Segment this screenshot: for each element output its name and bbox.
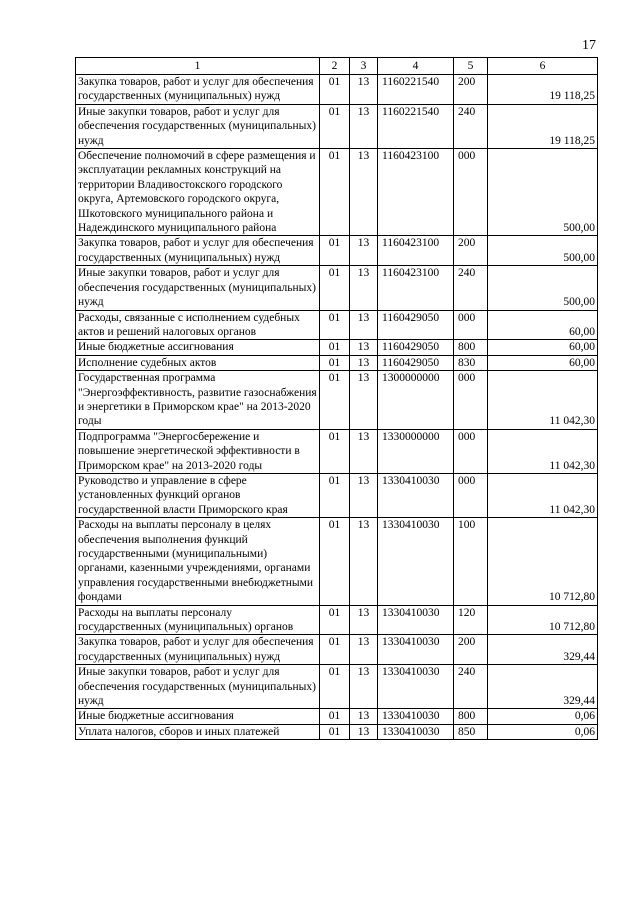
page-number: 17 [582, 38, 596, 53]
header-col-4: 4 [378, 58, 454, 75]
table-row [76, 473, 598, 517]
row-target-article: 1330410030 [378, 635, 454, 665]
row-subsection: 13 [350, 75, 378, 105]
row-name: Расходы на выплаты персоналу государственных (муниципальных) органов [76, 605, 320, 635]
row-subsection: 13 [350, 665, 378, 709]
row-expense-type: 000 [454, 371, 488, 430]
row-section: 01 [320, 665, 350, 709]
row-name: Подпрограмма "Энергосбережение и повышение энергетической эффективности в Приморском крае" на 2013-2020 годы [76, 429, 320, 473]
row-subsection: 13 [350, 518, 378, 605]
row-subsection: 13 [350, 605, 378, 635]
row-section: 01 [320, 266, 350, 310]
row-section: 01 [320, 75, 350, 105]
table-row [76, 75, 598, 105]
row-amount: 19 118,25 [488, 104, 598, 148]
row-expense-type: 120 [454, 605, 488, 635]
row-expense-type: 200 [454, 236, 488, 266]
row-section: 01 [320, 429, 350, 473]
row-section: 01 [320, 355, 350, 370]
row-amount: 0,06 [488, 709, 598, 724]
header-col-3: 3 [350, 58, 378, 75]
row-section: 01 [320, 236, 350, 266]
row-expense-type: 240 [454, 665, 488, 709]
row-subsection: 13 [350, 709, 378, 724]
row-target-article: 1300000000 [378, 371, 454, 430]
row-subsection: 13 [350, 473, 378, 517]
row-expense-type: 240 [454, 266, 488, 310]
row-expense-type: 000 [454, 149, 488, 236]
row-name: Иные бюджетные ассигнования [76, 709, 320, 724]
row-name: Уплата налогов, сборов и иных платежей [76, 724, 320, 739]
row-amount: 19 118,25 [488, 75, 598, 105]
row-target-article: 1160429050 [378, 310, 454, 340]
row-amount: 500,00 [488, 236, 598, 266]
row-amount: 10 712,80 [488, 605, 598, 635]
row-target-article: 1160429050 [378, 355, 454, 370]
row-amount: 11 042,30 [488, 429, 598, 473]
row-name: Иные закупки товаров, работ и услуг для обеспечения государственных (муниципальных) нужд [76, 104, 320, 148]
table-row [76, 310, 598, 340]
row-amount: 10 712,80 [488, 518, 598, 605]
row-expense-type: 830 [454, 355, 488, 370]
table-row [76, 635, 598, 665]
row-name: Государственная программа "Энергоэффективность, развитие газоснабжения и энергетики в Приморском крае" на 2013-2020 годы [76, 371, 320, 430]
row-section: 01 [320, 605, 350, 635]
row-amount: 11 042,30 [488, 473, 598, 517]
row-subsection: 13 [350, 635, 378, 665]
header-col-2: 2 [320, 58, 350, 75]
table-row [76, 518, 598, 605]
row-target-article: 1330410030 [378, 665, 454, 709]
row-target-article: 1160221540 [378, 75, 454, 105]
table-row [76, 429, 598, 473]
row-target-article: 1330410030 [378, 605, 454, 635]
row-section: 01 [320, 473, 350, 517]
row-expense-type: 800 [454, 709, 488, 724]
row-target-article: 1160221540 [378, 104, 454, 148]
row-name: Иные бюджетные ассигнования [76, 340, 320, 355]
row-amount: 500,00 [488, 149, 598, 236]
table-row [76, 371, 598, 430]
table-row [76, 266, 598, 310]
row-target-article: 1330000000 [378, 429, 454, 473]
row-section: 01 [320, 310, 350, 340]
row-amount: 329,44 [488, 665, 598, 709]
row-name: Исполнение судебных актов [76, 355, 320, 370]
row-expense-type: 000 [454, 473, 488, 517]
row-amount: 60,00 [488, 340, 598, 355]
table-row [76, 709, 598, 724]
row-expense-type: 000 [454, 310, 488, 340]
header-col-1: 1 [76, 58, 320, 75]
row-subsection: 13 [350, 149, 378, 236]
header-col-6: 6 [488, 58, 598, 75]
row-expense-type: 240 [454, 104, 488, 148]
row-section: 01 [320, 149, 350, 236]
row-expense-type: 100 [454, 518, 488, 605]
row-amount: 0,06 [488, 724, 598, 739]
row-target-article: 1160423100 [378, 149, 454, 236]
row-name: Расходы на выплаты персоналу в целях обеспечения выполнения функций государственными (муниципальными) органами, казенными учреждениями, органами управления государственными внебюджетными фондами [76, 518, 320, 605]
row-name: Закупка товаров, работ и услуг для обеспечения государственных (муниципальных) нужд [76, 635, 320, 665]
row-subsection: 13 [350, 724, 378, 739]
row-section: 01 [320, 371, 350, 430]
table-header-row [76, 58, 598, 75]
row-subsection: 13 [350, 310, 378, 340]
row-subsection: 13 [350, 429, 378, 473]
table-row [76, 236, 598, 266]
row-subsection: 13 [350, 371, 378, 430]
row-target-article: 1330410030 [378, 724, 454, 739]
table-row [76, 149, 598, 236]
row-subsection: 13 [350, 266, 378, 310]
row-amount: 60,00 [488, 355, 598, 370]
budget-table [75, 57, 598, 740]
row-expense-type: 200 [454, 635, 488, 665]
row-section: 01 [320, 635, 350, 665]
row-target-article: 1160429050 [378, 340, 454, 355]
row-name: Руководство и управление в сфере установленных функций органов государственной власти Приморского края [76, 473, 320, 517]
row-subsection: 13 [350, 104, 378, 148]
row-expense-type: 000 [454, 429, 488, 473]
row-target-article: 1330410030 [378, 518, 454, 605]
table-row [76, 665, 598, 709]
row-name: Иные закупки товаров, работ и услуг для обеспечения государственных (муниципальных) нужд [76, 266, 320, 310]
row-target-article: 1330410030 [378, 473, 454, 517]
row-name: Расходы, связанные с исполнением судебных актов и решений налоговых органов [76, 310, 320, 340]
table-row [76, 340, 598, 355]
row-name: Закупка товаров, работ и услуг для обеспечения государственных (муниципальных) нужд [76, 75, 320, 105]
row-section: 01 [320, 340, 350, 355]
row-section: 01 [320, 104, 350, 148]
row-subsection: 13 [350, 236, 378, 266]
row-name: Закупка товаров, работ и услуг для обеспечения государственных (муниципальных) нужд [76, 236, 320, 266]
row-expense-type: 200 [454, 75, 488, 105]
row-target-article: 1160423100 [378, 236, 454, 266]
row-target-article: 1330410030 [378, 709, 454, 724]
row-amount: 11 042,30 [488, 371, 598, 430]
row-name: Иные закупки товаров, работ и услуг для обеспечения государственных (муниципальных) нужд [76, 665, 320, 709]
table-row [76, 355, 598, 370]
table-row [76, 724, 598, 739]
row-amount: 500,00 [488, 266, 598, 310]
row-expense-type: 850 [454, 724, 488, 739]
row-expense-type: 800 [454, 340, 488, 355]
row-section: 01 [320, 724, 350, 739]
row-section: 01 [320, 709, 350, 724]
row-amount: 329,44 [488, 635, 598, 665]
row-target-article: 1160423100 [378, 266, 454, 310]
row-name: Обеспечение полномочий в сфере размещения и эксплуатации рекламных конструкций на территории Владивостокского городского округа, Артемовского городского округа, Шкотовского муниципального района и Надеждинского муниципального района [76, 149, 320, 236]
header-col-5: 5 [454, 58, 488, 75]
table-row [76, 605, 598, 635]
row-section: 01 [320, 518, 350, 605]
row-amount: 60,00 [488, 310, 598, 340]
row-subsection: 13 [350, 355, 378, 370]
table-row [76, 104, 598, 148]
row-subsection: 13 [350, 340, 378, 355]
